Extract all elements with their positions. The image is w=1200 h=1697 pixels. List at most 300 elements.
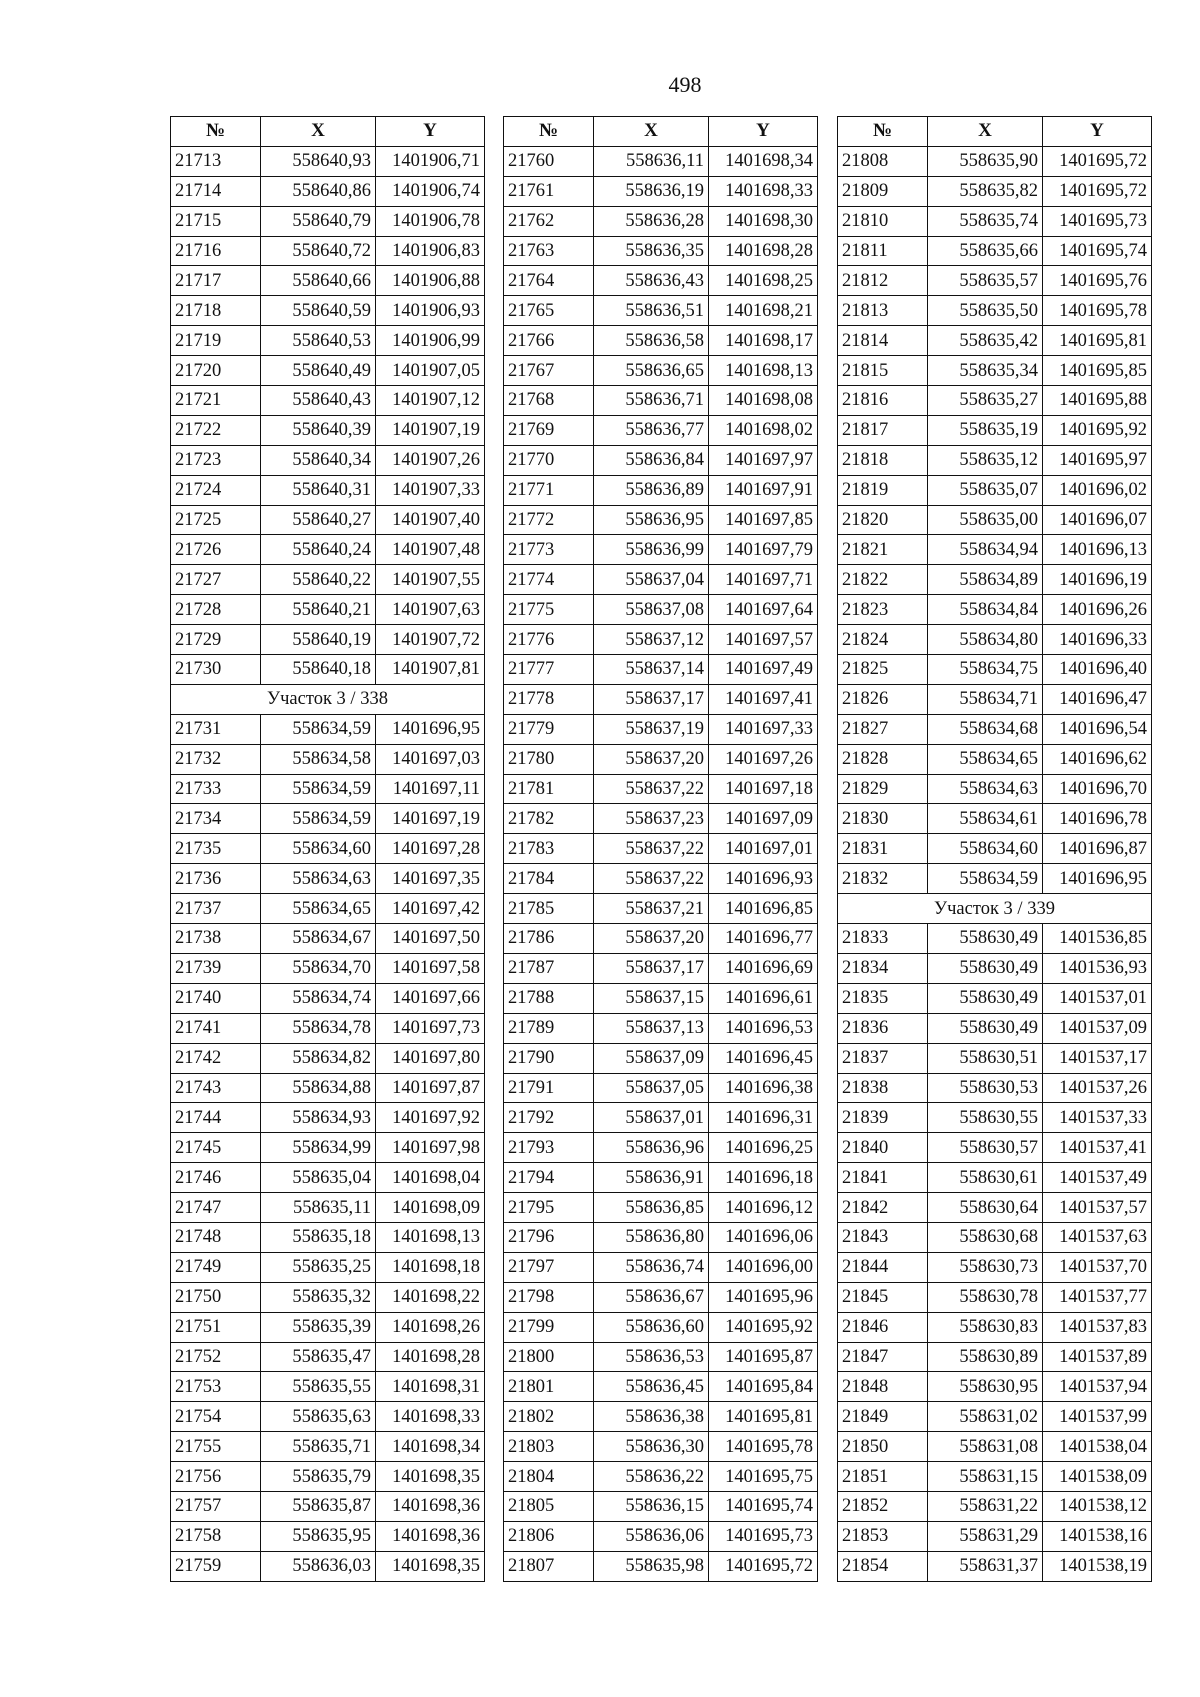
y-coordinate: 1401696,33 [1043,625,1152,655]
table-row [838,296,1152,326]
y-coordinate: 1401697,73 [376,1013,485,1043]
x-coordinate: 558630,51 [928,1043,1043,1073]
y-coordinate: 1401697,09 [709,804,818,834]
table-row [171,894,485,924]
y-coordinate: 1401698,09 [376,1193,485,1223]
point-number: 21821 [838,535,928,565]
y-coordinate: 1401536,85 [1043,924,1152,954]
x-coordinate: 558636,71 [594,386,709,416]
x-coordinate: 558640,86 [261,176,376,206]
table-row [504,1462,818,1492]
point-number: 21841 [838,1163,928,1193]
y-coordinate: 1401698,35 [376,1462,485,1492]
x-coordinate: 558635,90 [928,146,1043,176]
header-x: X [594,117,709,147]
y-coordinate: 1401537,57 [1043,1193,1152,1223]
x-coordinate: 558634,60 [928,834,1043,864]
section-title: Участок 3 / 339 [838,894,1152,924]
y-coordinate: 1401695,73 [1043,206,1152,236]
table-row [838,1163,1152,1193]
point-number: 21823 [838,595,928,625]
y-coordinate: 1401537,26 [1043,1073,1152,1103]
table-row [171,1491,485,1521]
x-coordinate: 558636,45 [594,1372,709,1402]
coordinates-table-1 [170,116,485,1582]
table-row [504,236,818,266]
x-coordinate: 558636,67 [594,1282,709,1312]
y-coordinate: 1401696,70 [1043,774,1152,804]
x-coordinate: 558634,59 [261,774,376,804]
point-number: 21732 [171,744,261,774]
y-coordinate: 1401696,87 [1043,834,1152,864]
header-x: X [928,117,1043,147]
point-number: 21828 [838,744,928,774]
point-number: 21790 [504,1043,594,1073]
point-number: 21762 [504,206,594,236]
x-coordinate: 558634,70 [261,953,376,983]
table-row [171,146,485,176]
table-row [171,535,485,565]
x-coordinate: 558636,84 [594,445,709,475]
x-coordinate: 558640,27 [261,505,376,535]
y-coordinate: 1401696,31 [709,1103,818,1133]
point-number: 21822 [838,565,928,595]
point-number: 21818 [838,445,928,475]
x-coordinate: 558634,65 [261,894,376,924]
table-row [504,1163,818,1193]
y-coordinate: 1401698,25 [709,266,818,296]
x-coordinate: 558636,99 [594,535,709,565]
point-number: 21772 [504,505,594,535]
point-number: 21787 [504,953,594,983]
point-number: 21733 [171,774,261,804]
x-coordinate: 558640,39 [261,415,376,445]
header-y: Y [376,117,485,147]
point-number: 21836 [838,1013,928,1043]
y-coordinate: 1401697,26 [709,744,818,774]
x-coordinate: 558637,08 [594,595,709,625]
y-coordinate: 1401537,77 [1043,1282,1152,1312]
point-number: 21770 [504,445,594,475]
y-coordinate: 1401696,40 [1043,655,1152,685]
x-coordinate: 558634,75 [928,655,1043,685]
y-coordinate: 1401695,74 [1043,236,1152,266]
point-number: 21814 [838,326,928,356]
table-row [504,924,818,954]
table-row [171,415,485,445]
y-coordinate: 1401696,77 [709,924,818,954]
table-row [838,774,1152,804]
point-number: 21744 [171,1103,261,1133]
y-coordinate: 1401695,72 [709,1551,818,1581]
y-coordinate: 1401907,72 [376,625,485,655]
x-coordinate: 558630,68 [928,1222,1043,1252]
table-row [504,1342,818,1372]
x-coordinate: 558637,20 [594,744,709,774]
x-coordinate: 558636,30 [594,1432,709,1462]
x-coordinate: 558636,58 [594,326,709,356]
x-coordinate: 558634,60 [261,834,376,864]
y-coordinate: 1401697,87 [376,1073,485,1103]
y-coordinate: 1401698,13 [376,1222,485,1252]
point-number: 21758 [171,1521,261,1551]
header-number: № [838,117,928,147]
x-coordinate: 558631,08 [928,1432,1043,1462]
y-coordinate: 1401906,83 [376,236,485,266]
header-row [504,117,818,147]
x-coordinate: 558630,49 [928,983,1043,1013]
table-row [838,1252,1152,1282]
table-row [171,924,485,954]
table-row [838,625,1152,655]
y-coordinate: 1401907,40 [376,505,485,535]
header-x: X [261,117,376,147]
table-row [504,326,818,356]
x-coordinate: 558636,15 [594,1491,709,1521]
point-number: 21774 [504,565,594,595]
point-number: 21727 [171,565,261,595]
table-row [838,1312,1152,1342]
y-coordinate: 1401697,03 [376,744,485,774]
table-row [838,146,1152,176]
table-row [838,1133,1152,1163]
point-number: 21764 [504,266,594,296]
point-number: 21713 [171,146,261,176]
point-number: 21833 [838,924,928,954]
x-coordinate: 558636,96 [594,1133,709,1163]
y-coordinate: 1401906,99 [376,326,485,356]
table-row [838,1342,1152,1372]
table-row [838,1491,1152,1521]
y-coordinate: 1401696,62 [1043,744,1152,774]
y-coordinate: 1401698,04 [376,1163,485,1193]
point-number: 21739 [171,953,261,983]
y-coordinate: 1401537,89 [1043,1342,1152,1372]
point-number: 21829 [838,774,928,804]
x-coordinate: 558635,71 [261,1432,376,1462]
x-coordinate: 558637,23 [594,804,709,834]
point-number: 21850 [838,1432,928,1462]
x-coordinate: 558636,95 [594,505,709,535]
x-coordinate: 558635,25 [261,1252,376,1282]
x-coordinate: 558634,88 [261,1073,376,1103]
y-coordinate: 1401695,88 [1043,386,1152,416]
y-coordinate: 1401698,36 [376,1521,485,1551]
table-row [504,1043,818,1073]
y-coordinate: 1401695,81 [709,1402,818,1432]
y-coordinate: 1401698,33 [709,176,818,206]
y-coordinate: 1401907,05 [376,356,485,386]
y-coordinate: 1401698,34 [709,146,818,176]
table-row [504,1252,818,1282]
point-number: 21843 [838,1222,928,1252]
x-coordinate: 558634,59 [928,864,1043,894]
table-row [171,983,485,1013]
x-coordinate: 558636,03 [261,1551,376,1581]
y-coordinate: 1401695,75 [709,1462,818,1492]
page-number: 498 [668,72,702,97]
point-number: 21845 [838,1282,928,1312]
y-coordinate: 1401906,93 [376,296,485,326]
table-row [838,565,1152,595]
point-number: 21827 [838,714,928,744]
y-coordinate: 1401697,85 [709,505,818,535]
x-coordinate: 558634,99 [261,1133,376,1163]
table-row [504,1133,818,1163]
point-number: 21728 [171,595,261,625]
y-coordinate: 1401537,01 [1043,983,1152,1013]
table-row [838,1043,1152,1073]
x-coordinate: 558637,17 [594,953,709,983]
table-row [504,1073,818,1103]
table-row [171,1252,485,1282]
coordinates-table-3 [837,116,1152,1582]
x-coordinate: 558634,78 [261,1013,376,1043]
x-coordinate: 558636,28 [594,206,709,236]
y-coordinate: 1401698,26 [376,1312,485,1342]
point-number: 21792 [504,1103,594,1133]
y-coordinate: 1401538,16 [1043,1521,1152,1551]
point-number: 21714 [171,176,261,206]
point-number: 21780 [504,744,594,774]
y-coordinate: 1401697,79 [709,535,818,565]
point-number: 21767 [504,356,594,386]
table-row [171,1372,485,1402]
x-coordinate: 558640,72 [261,236,376,266]
x-coordinate: 558640,93 [261,146,376,176]
table-row [171,1013,485,1043]
y-coordinate: 1401698,21 [709,296,818,326]
y-coordinate: 1401696,38 [709,1073,818,1103]
x-coordinate: 558634,82 [261,1043,376,1073]
x-coordinate: 558634,67 [261,924,376,954]
point-number: 21737 [171,894,261,924]
point-number: 21852 [838,1491,928,1521]
table-row [171,804,485,834]
table-row [504,505,818,535]
table-row [838,684,1152,714]
x-coordinate: 558634,94 [928,535,1043,565]
x-coordinate: 558636,19 [594,176,709,206]
table-row [171,296,485,326]
x-coordinate: 558636,91 [594,1163,709,1193]
y-coordinate: 1401907,48 [376,535,485,565]
y-coordinate: 1401696,02 [1043,475,1152,505]
table-row [504,386,818,416]
x-coordinate: 558640,21 [261,595,376,625]
y-coordinate: 1401538,12 [1043,1491,1152,1521]
point-number: 21773 [504,535,594,565]
table-row [504,714,818,744]
table-row [504,953,818,983]
point-number: 21789 [504,1013,594,1043]
y-coordinate: 1401537,63 [1043,1222,1152,1252]
table-row [504,774,818,804]
point-number: 21750 [171,1282,261,1312]
point-number: 21803 [504,1432,594,1462]
table-row [504,655,818,685]
point-number: 21847 [838,1342,928,1372]
table-row [171,1043,485,1073]
x-coordinate: 558630,49 [928,924,1043,954]
point-number: 21719 [171,326,261,356]
y-coordinate: 1401696,18 [709,1163,818,1193]
x-coordinate: 558630,49 [928,1013,1043,1043]
table-row [171,1312,485,1342]
y-coordinate: 1401696,12 [709,1193,818,1223]
y-coordinate: 1401538,09 [1043,1462,1152,1492]
x-coordinate: 558635,34 [928,356,1043,386]
table-row [171,1163,485,1193]
y-coordinate: 1401697,33 [709,714,818,744]
x-coordinate: 558630,83 [928,1312,1043,1342]
table-row [504,475,818,505]
table-row [171,266,485,296]
y-coordinate: 1401695,85 [1043,356,1152,386]
x-coordinate: 558637,05 [594,1073,709,1103]
x-coordinate: 558634,61 [928,804,1043,834]
y-coordinate: 1401696,54 [1043,714,1152,744]
table-row [171,714,485,744]
x-coordinate: 558634,63 [928,774,1043,804]
point-number: 21734 [171,804,261,834]
table-row [171,1103,485,1133]
x-coordinate: 558634,74 [261,983,376,1013]
table-row [838,386,1152,416]
y-coordinate: 1401696,13 [1043,535,1152,565]
table-row [171,1432,485,1462]
x-coordinate: 558637,13 [594,1013,709,1043]
table-body [171,146,485,1581]
point-number: 21842 [838,1193,928,1223]
x-coordinate: 558635,11 [261,1193,376,1223]
table-row [838,475,1152,505]
point-number: 21775 [504,595,594,625]
point-number: 21798 [504,1282,594,1312]
y-coordinate: 1401907,55 [376,565,485,595]
x-coordinate: 558636,53 [594,1342,709,1372]
point-number: 21788 [504,983,594,1013]
x-coordinate: 558637,14 [594,655,709,685]
point-number: 21715 [171,206,261,236]
y-coordinate: 1401698,28 [376,1342,485,1372]
point-number: 21830 [838,804,928,834]
x-coordinate: 558640,19 [261,625,376,655]
x-coordinate: 558634,59 [261,714,376,744]
table-row [838,1282,1152,1312]
point-number: 21756 [171,1462,261,1492]
x-coordinate: 558636,35 [594,236,709,266]
y-coordinate: 1401696,53 [709,1013,818,1043]
section-title: Участок 3 / 338 [171,684,485,714]
point-number: 21844 [838,1252,928,1282]
y-coordinate: 1401698,31 [376,1372,485,1402]
x-coordinate: 558634,84 [928,595,1043,625]
point-number: 21793 [504,1133,594,1163]
point-number: 21840 [838,1133,928,1163]
point-number: 21747 [171,1193,261,1223]
x-coordinate: 558630,73 [928,1252,1043,1282]
x-coordinate: 558635,66 [928,236,1043,266]
point-number: 21846 [838,1312,928,1342]
point-number: 21765 [504,296,594,326]
point-number: 21749 [171,1252,261,1282]
y-coordinate: 1401697,11 [376,774,485,804]
table-row [838,924,1152,954]
table-row [171,445,485,475]
table-row [171,1521,485,1551]
y-coordinate: 1401538,19 [1043,1551,1152,1581]
y-coordinate: 1401537,09 [1043,1013,1152,1043]
section-row [838,894,1152,924]
y-coordinate: 1401697,19 [376,804,485,834]
table-row [504,1013,818,1043]
y-coordinate: 1401697,41 [709,684,818,714]
point-number: 21848 [838,1372,928,1402]
header-row [838,117,1152,147]
point-number: 21853 [838,1521,928,1551]
x-coordinate: 558640,49 [261,356,376,386]
y-coordinate: 1401907,12 [376,386,485,416]
x-coordinate: 558634,63 [261,864,376,894]
y-coordinate: 1401697,28 [376,834,485,864]
y-coordinate: 1401695,84 [709,1372,818,1402]
y-coordinate: 1401906,71 [376,146,485,176]
point-number: 21743 [171,1073,261,1103]
x-coordinate: 558634,58 [261,744,376,774]
point-number: 21717 [171,266,261,296]
table-row [504,565,818,595]
table-row [838,655,1152,685]
y-coordinate: 1401698,34 [376,1432,485,1462]
x-coordinate: 558634,80 [928,625,1043,655]
point-number: 21757 [171,1491,261,1521]
point-number: 21796 [504,1222,594,1252]
table-row [838,864,1152,894]
x-coordinate: 558630,57 [928,1133,1043,1163]
point-number: 21777 [504,655,594,685]
y-coordinate: 1401697,57 [709,625,818,655]
x-coordinate: 558640,24 [261,535,376,565]
point-number: 21778 [504,684,594,714]
x-coordinate: 558635,39 [261,1312,376,1342]
point-number: 21781 [504,774,594,804]
y-coordinate: 1401696,06 [709,1222,818,1252]
x-coordinate: 558631,37 [928,1551,1043,1581]
x-coordinate: 558636,43 [594,266,709,296]
table-row [171,595,485,625]
point-number: 21810 [838,206,928,236]
x-coordinate: 558637,12 [594,625,709,655]
y-coordinate: 1401697,18 [709,774,818,804]
x-coordinate: 558640,34 [261,445,376,475]
table-row [171,1402,485,1432]
table-row [171,774,485,804]
table-row [838,356,1152,386]
table-row [838,535,1152,565]
point-number: 21779 [504,714,594,744]
y-coordinate: 1401696,69 [709,953,818,983]
table-row [171,1282,485,1312]
point-number: 21768 [504,386,594,416]
y-coordinate: 1401696,26 [1043,595,1152,625]
point-number: 21804 [504,1462,594,1492]
point-number: 21838 [838,1073,928,1103]
y-coordinate: 1401698,33 [376,1402,485,1432]
table-row [171,356,485,386]
table-row [838,1222,1152,1252]
y-coordinate: 1401907,19 [376,415,485,445]
